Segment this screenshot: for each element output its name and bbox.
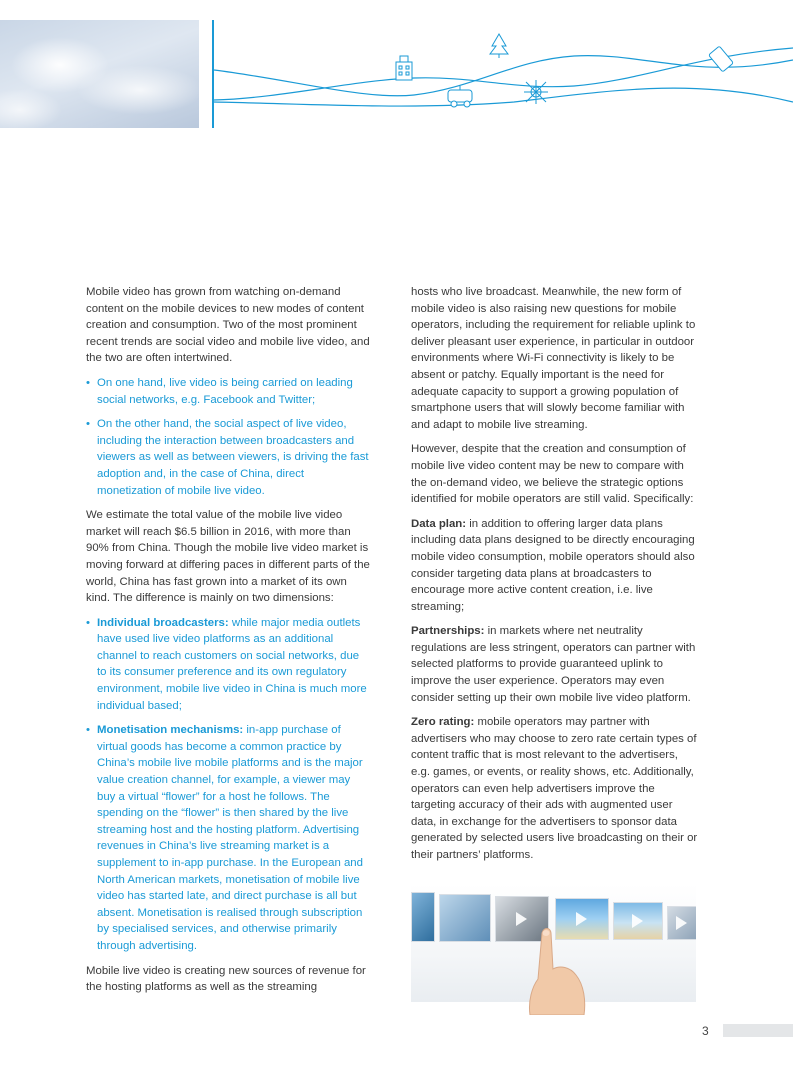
bullet-item: • On one hand, live video is being carried on leading social networks, e.g. Facebook and Twitter;: [86, 375, 371, 408]
video-thumbnail: [667, 906, 696, 940]
sky-cloud-image: [0, 20, 199, 128]
option-data-plan: [411, 516, 698, 616]
video-thumbnail: [439, 894, 491, 942]
option-title: Zero rating:: [411, 716, 475, 729]
intro-paragraph: Mobile video has grown from watching on-demand content on the mobile devices to new modes of content creation and consumption. Two of the most prominent recent trends are social video and mobile live video, and the two are often intertwined.: [86, 286, 370, 365]
play-icon: [676, 916, 687, 930]
satellite-icon: [524, 80, 548, 104]
option-text: in addition to offering larger data plans including data plans designed to be directly encouraging mobile video consumption, mobile operators should also consider targeting data plans at broadcasters to encourage more active content creation, i.e. live streaming;: [411, 517, 695, 613]
social-video-bullet-list: [86, 375, 371, 499]
play-icon: [576, 912, 587, 926]
option-partnerships: [411, 623, 698, 706]
left-column: [86, 284, 371, 1004]
bullet-text: in-app purchase of virtual goods has become a common practice by China’s mobile live mobile platforms and is the major value creation channel, for example, a viewer may buy a virtual “flower” for a host he follows. The spending on the “flower” is then shared by the live streaming host and the hosting platform. Advertising revenues in China’s live streaming market is a supplement to in-app purchase. In the European and North American markets, monetisation of mobile live video has started late, and direct purchase is all but absent. Monetisation is realised through subscription by specialised services, and otherwise primarily through advertising.: [97, 724, 363, 952]
bullet-item-monetisation-mechanisms: [86, 722, 371, 954]
strategy-intro-paragraph: However, despite that the creation and consumption of mobile live video content may be new to compare with the on-demand video, we believe the strategic options identified for mobile operators are still valid. Specifically:: [411, 443, 694, 506]
header-banner: [0, 0, 793, 135]
dimensions-bullet-list: [86, 615, 371, 955]
continuation-paragraph: hosts who live broadcast. Meanwhile, the new form of mobile video is also raising new questions for mobile operators, including the requirement for reliable uplink to deliver pleasant user experience, in particular in outdoor environments where Wi-Fi connectivity is likely to be absent or patchy. Equally important is the need for adequate capacity to support a growing population of smartphone users that will slowly become familiar with and adapt to mobile live streaming.: [411, 286, 696, 431]
option-title: Partnerships:: [411, 625, 485, 638]
option-title: Data plan:: [411, 517, 467, 530]
video-thumbnail: [613, 902, 663, 940]
play-icon: [516, 912, 527, 926]
connectivity-wave-illustration: [214, 20, 793, 135]
car-icon: [448, 86, 472, 107]
bullet-item-individual-broadcasters: [86, 615, 371, 715]
page-number: 3: [702, 1024, 709, 1038]
option-text: mobile operators may partner with advertisers who may choose to zero rate certain types of content traffic that is most relevant to the advertisers, e.g. games, or events, or reality shows, etc. Additionally, operators can even help advertisers improve the targeting accuracy of their ads with augmented user data, in exchange for the advertisers to sponsor data generated by selected users live broadcasting on their or their partners’ platforms.: [411, 716, 698, 861]
video-thumbnail: [411, 892, 435, 942]
option-zero-rating: [411, 714, 698, 863]
play-icon: [632, 914, 643, 928]
market-estimate-paragraph: We estimate the total value of the mobile live video market will reach $6.5 billion in 2016, with more than 90% from China. Though the mobile live video market is moving forward at differing paces in different parts of the world, China has fast grown into a market of its own kind. The difference is mainly on two dimensions:: [86, 509, 370, 605]
pointing-finger-icon: [520, 925, 590, 1015]
bullet-title: Individual broadcasters:: [97, 616, 229, 629]
tree-icon: [490, 34, 508, 58]
right-column: [411, 284, 698, 872]
closing-paragraph: Mobile live video is creating new sources of revenue for the hosting platforms as well as the streaming: [86, 964, 366, 994]
bullet-title: Monetisation mechanisms:: [97, 724, 244, 737]
smartphone-icon: [709, 46, 734, 72]
bullet-item: • On the other hand, the social aspect of live video, including the interaction between broadcasters and viewers as well as between viewers, is driving the fast adoption and, in the case of China, direct monetization of mobile live video.: [86, 416, 371, 499]
option-text: in markets where net neutrality regulations are less stringent, operators can partner with selected platforms to provide guaranteed uplink to improve the user experience. Operators may even consider setting up their own mobile live video platform.: [411, 625, 696, 704]
bullet-text: while major media outlets have used live video platforms as an additional channel to reach customers on social networks, due to its consumer preference and its own regulatory environment, mobile live video in China is much more individual based;: [97, 616, 367, 712]
building-icon: [396, 56, 412, 80]
page-footer-bar: [723, 1024, 793, 1037]
